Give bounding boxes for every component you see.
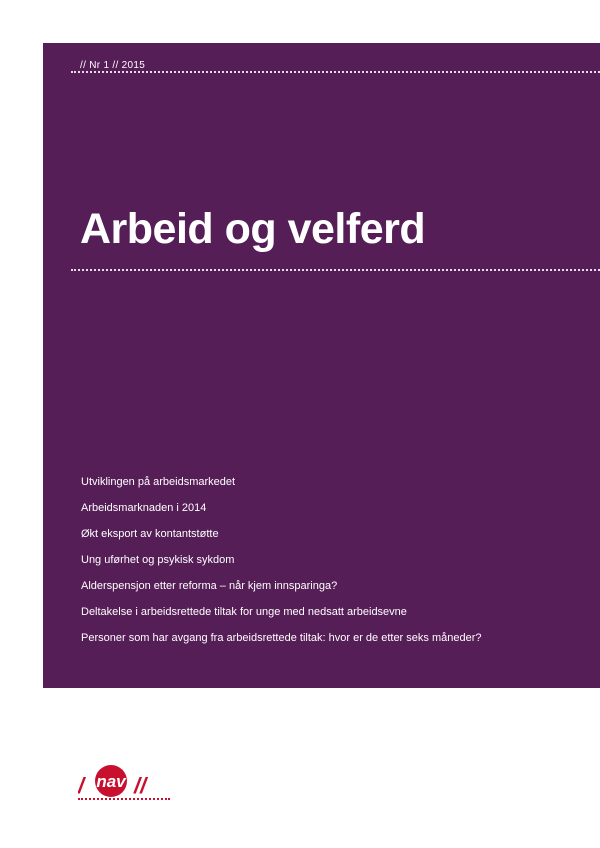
nav-logo-icon (78, 764, 168, 798)
article-item-5: Alderspensjon etter reforma – når kjem innsparinga? (81, 580, 338, 592)
article-item-2: Arbeidsmarknaden i 2014 (81, 502, 207, 514)
top-dotted-divider (71, 71, 600, 73)
page-title: Arbeid og velferd (80, 205, 426, 253)
logo-right-slashes: // (134, 773, 147, 798)
logo-dotted-line (78, 798, 170, 800)
cover-panel (43, 43, 600, 688)
article-list (81, 476, 581, 658)
article-item-3: Økt eksport av kontantstøtte (81, 528, 219, 540)
article-item-7: Personer som har avgang fra arbeidsrettede tiltak: hvor er de etter seks måneder? (81, 632, 482, 644)
article-item-4: Ung uførhet og psykisk sykdom (81, 554, 235, 566)
issue-label: // Nr 1 // 2015 (80, 60, 146, 71)
article-item-1: Utviklingen på arbeidsmarkedet (81, 476, 236, 488)
nav-logo (78, 764, 168, 804)
logo-text: nav (96, 772, 126, 791)
logo-left-slash: / (78, 773, 85, 798)
title-dotted-divider (71, 269, 600, 271)
article-item-6: Deltakelse i arbeidsrettede tiltak for unge med nedsatt arbeidsevne (81, 606, 407, 618)
